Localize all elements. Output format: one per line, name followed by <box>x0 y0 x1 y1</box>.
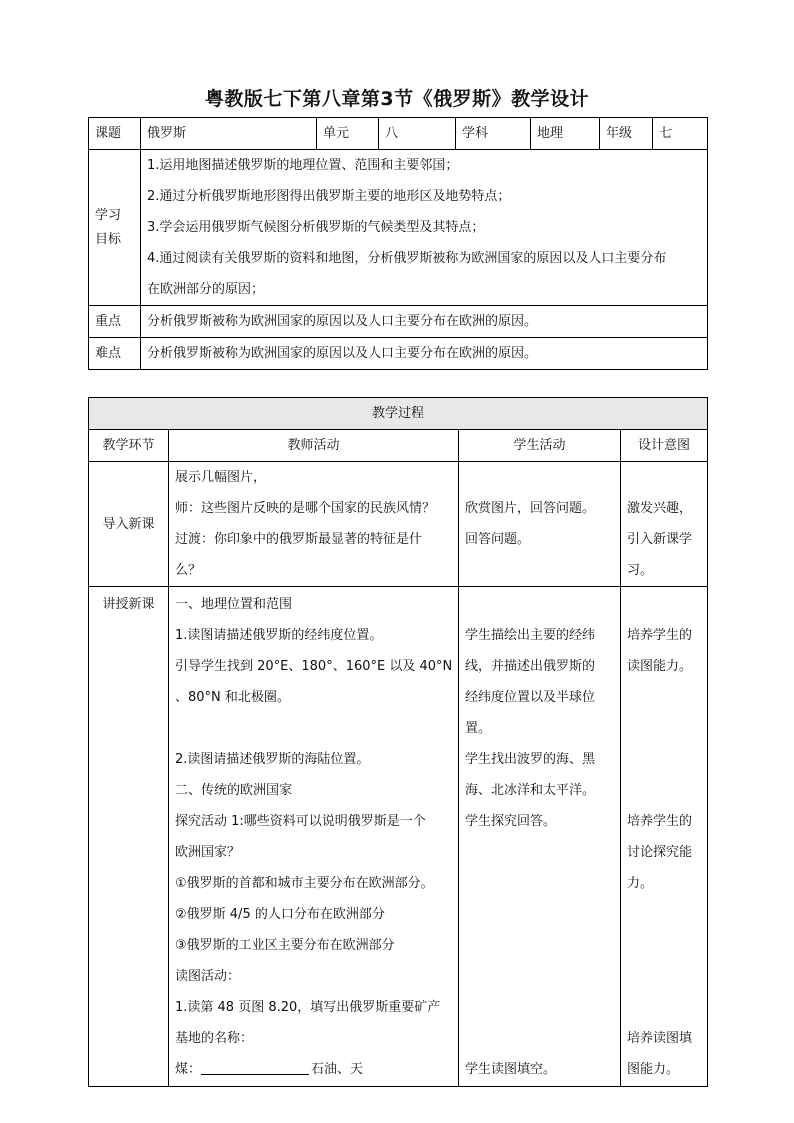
column-header: 教师活动 <box>169 430 459 462</box>
intro-teacher-activity: 展示几幅图片， 师：这些图片反映的是哪个国家的民族风情？ 过渡：你印象中的俄罗斯最显著的特征是什 么？ <box>169 462 459 587</box>
goal-item: 在欧洲部分的原因； <box>147 282 265 297</box>
goal-item: 1.运用地图描述俄罗斯的地理位置、范围和主要邻国； <box>147 158 459 173</box>
answer-blank[interactable] <box>201 1060 309 1075</box>
column-header: 学生活动 <box>459 430 621 462</box>
column-header: 设计意图 <box>621 430 708 462</box>
process-table <box>88 397 708 1087</box>
goals-label: 学习 目标 <box>89 150 141 306</box>
unit-value: 八 <box>379 118 456 150</box>
intro-student-activity: 欣赏图片，回答问题。 回答问题。 <box>459 462 621 587</box>
key-point-text: 分析俄罗斯被称为欧洲国家的原因以及人口主要分布在欧洲的原因。 <box>141 306 708 338</box>
document-title: 粤教版七下第八章第3节《俄罗斯》教学设计 <box>204 88 590 110</box>
intro-stage: 导入新课 <box>89 462 169 587</box>
intro-design-intent: 激发兴趣， 引入新课学 习。 <box>621 462 708 587</box>
goal-item: 3.学会运用俄罗斯气候图分析俄罗斯的气候类型及其特点； <box>147 220 485 235</box>
unit-label: 单元 <box>317 118 379 150</box>
difficulty-label: 难点 <box>89 338 141 370</box>
difficulty-text: 分析俄罗斯被称为欧洲国家的原因以及人口主要分布在欧洲的原因。 <box>141 338 708 370</box>
column-header: 教学环节 <box>89 430 169 462</box>
subject-value: 地理 <box>531 118 600 150</box>
goal-item: 4.通过阅读有关俄罗斯的资料和地图，分析俄罗斯被称为欧洲国家的原因以及人口主要分布 <box>147 251 667 266</box>
topic-label: 课题 <box>89 118 141 150</box>
subject-label: 学科 <box>456 118 531 150</box>
info-table <box>88 117 708 370</box>
key-point-label: 重点 <box>89 306 141 338</box>
grade-label: 年级 <box>600 118 653 150</box>
lecture-teacher-activity: 一、地理位置和范围 1.读图请描述俄罗斯的经纬度位置。 引导学生找到 20°E、180°、160°E 以及 40°N 、80°N 和北极圈。 2.读图请描述俄罗斯的海陆位置。 二、传统的欧洲国家 探究活动 1:哪些资料可以说明俄罗斯是一个 欧洲国家？ ①俄罗斯的首都和城市主要分布在欧洲部分。 ②俄罗斯 4/5 的人口分布在欧洲部分 ③俄罗斯的工业区主要分布在欧洲部分 读图活动： 1.读第 48 页图 8.20，填写出俄罗斯重要矿产 基地的名称： 煤： 石油、天 <box>169 587 459 1087</box>
topic-value: 俄罗斯 <box>141 118 317 150</box>
fill-in-line: 煤： 石油、天 <box>175 1062 364 1077</box>
lecture-design-intent: 培养学生的 读图能力。 培养学生的 讨论探究能 力。 培养读图填 图能力。 <box>621 587 708 1087</box>
process-heading: 教学过程 <box>89 398 708 430</box>
goals-list <box>141 150 708 306</box>
grade-value: 七 <box>653 118 708 150</box>
lecture-stage: 讲授新课 <box>89 587 169 1087</box>
goal-item: 2.通过分析俄罗斯地形图得出俄罗斯主要的地形区及地势特点； <box>147 189 511 204</box>
lecture-student-activity: 学生描绘出主要的经纬 线，并描述出俄罗斯的 经纬度位置以及半球位 置。 学生找出波罗的海、黑 海、北冰洋和太平洋。 学生探究回答。 学生读图填空。 <box>459 587 621 1087</box>
